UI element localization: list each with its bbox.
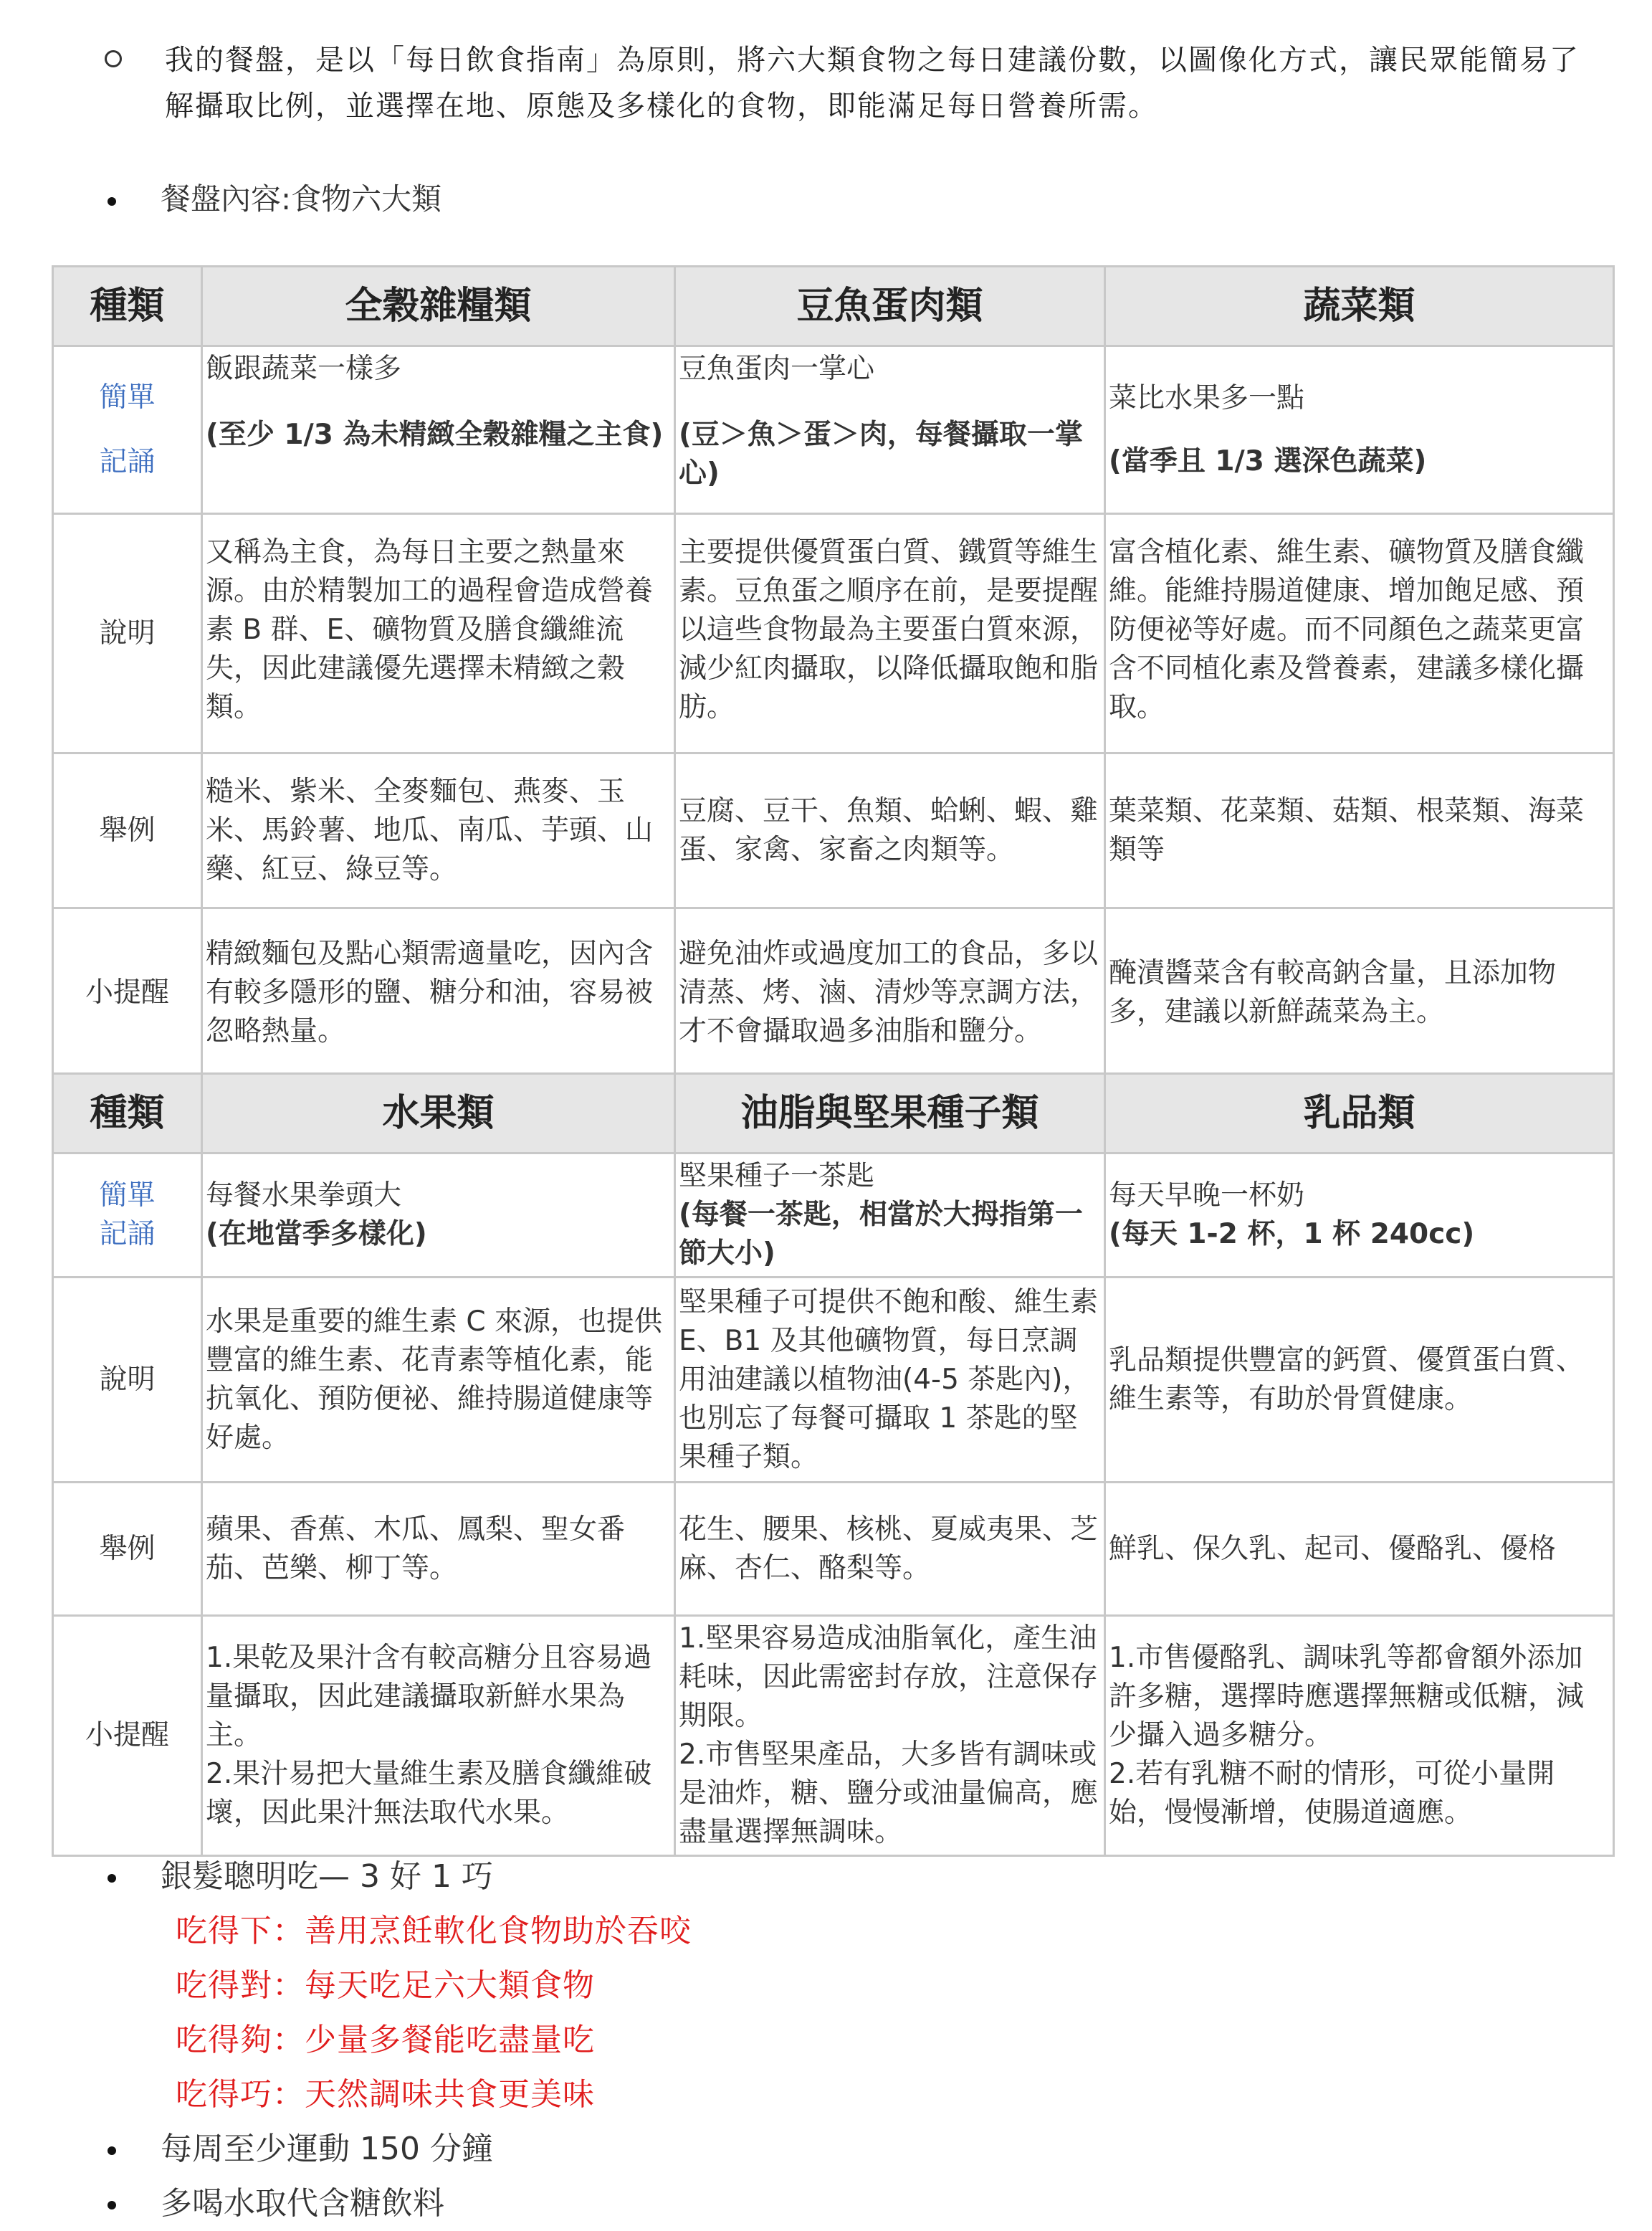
- row-label-motto-line1: 簡單: [99, 1179, 156, 1212]
- motto-note: (當季且 1/3 選深色蔬菜): [1109, 444, 1427, 477]
- tip-line: 吃得對：每天吃足六大類食物: [176, 1967, 595, 2004]
- intro-text: 我的餐盤，是以「每日飲食指南」為原則，將六大類食物之每日建議份數，以圖像化方式，讓民眾能簡易了解攝取比例，並選擇在地、原態及多樣化的食物，即能滿足每日營養所需。: [165, 44, 1580, 123]
- exercise-bullet: [108, 2122, 692, 2177]
- header-grains: 全穀雜糧類: [202, 267, 675, 346]
- explain-vegetables: 富含植化素、維生素、礦物質及膳食纖維。能維持腸道健康、增加飽足感、預防便祕等好處。而不同顏色之蔬菜更富含不同植化素及營養素，建議多樣化攝取。: [1105, 514, 1614, 753]
- header-oils-nuts: 油脂與堅果種子類: [675, 1074, 1105, 1153]
- bullet-dot-icon: [108, 197, 116, 206]
- tip-item: 1.堅果容易造成油脂氧化，產生油耗味，因此需密封存放，注意保存期限。: [679, 1622, 1099, 1732]
- table-row-explain: [53, 1278, 1614, 1483]
- motto-note: (豆＞魚＞蛋＞肉，每餐攝取一掌心): [679, 419, 1083, 490]
- tip-fruits: [202, 1616, 675, 1856]
- motto-fruits: [202, 1153, 675, 1278]
- example-dairy: 鮮乳、保久乳、起司、優酪乳、優格: [1105, 1483, 1614, 1616]
- table-header-row: [53, 267, 1614, 346]
- table-header-row: [53, 1074, 1614, 1153]
- motto-oils-nuts: [675, 1153, 1105, 1278]
- motto-line: 菜比水果多一點: [1109, 381, 1305, 414]
- header-category: 種類: [53, 1074, 202, 1153]
- table-row-motto: [53, 1153, 1614, 1278]
- tip-protein: 避免油炸或過度加工的食品，多以清蒸、烤、滷、清炒等烹調方法，才不會攝取過多油脂和鹽分。: [675, 908, 1105, 1078]
- water-text: 多喝水取代含糖飲料: [161, 2185, 444, 2222]
- motto-line: 每餐水果拳頭大: [206, 1179, 402, 1212]
- tips-heading: [108, 1850, 692, 1904]
- tip-oils-nuts: [675, 1616, 1105, 1856]
- header-protein: 豆魚蛋肉類: [675, 267, 1105, 346]
- motto-line: 堅果種子一茶匙: [679, 1160, 875, 1192]
- table-row-tip: [53, 1616, 1614, 1856]
- row-label-motto: [53, 346, 202, 514]
- motto-note: (每天 1-2 杯，1 杯 240cc): [1109, 1218, 1475, 1250]
- table-row-tip: [53, 908, 1614, 1078]
- row-label-example: 舉例: [53, 1483, 202, 1616]
- tip-line: 吃得下：善用烹飪軟化食物助於吞咬: [176, 1913, 692, 1949]
- motto-line: 飯跟蔬菜一樣多: [206, 353, 402, 385]
- intro-paragraph: [108, 37, 1605, 129]
- tip-vegetables: 醃漬醬菜含有較高鈉含量，且添加物多，建議以新鮮蔬菜為主。: [1105, 908, 1614, 1078]
- section-title: [108, 176, 441, 219]
- motto-grains: [202, 346, 675, 514]
- senior-eating-tips: [108, 1850, 692, 2231]
- example-grains: 糙米、紫米、全麥麵包、燕麥、玉米、馬鈴薯、地瓜、南瓜、芋頭、山藥、紅豆、綠豆等。: [202, 753, 675, 908]
- example-protein: 豆腐、豆干、魚類、蛤蜊、蝦、雞蛋、家禽、家畜之肉類等。: [675, 753, 1105, 908]
- explain-dairy: 乳品類提供豐富的鈣質、優質蛋白質、維生素等，有助於骨質健康。: [1105, 1278, 1614, 1483]
- motto-vegetables: [1105, 346, 1614, 514]
- bullet-dot-icon: [108, 2146, 116, 2155]
- row-label-motto-line1: 簡單: [99, 381, 156, 414]
- motto-dairy: [1105, 1153, 1614, 1278]
- example-vegetables: 葉菜類、花菜類、菇類、根菜類、海菜類等: [1105, 753, 1614, 908]
- motto-note: (至少 1/3 為未精緻全穀雜糧之主食): [206, 419, 664, 451]
- tips-heading-text: 銀髮聰明吃— 3 好 1 巧: [161, 1858, 493, 1895]
- exercise-text: 每周至少運動 150 分鐘: [161, 2131, 493, 2167]
- row-label-motto: [53, 1153, 202, 1278]
- header-vegetables: 蔬菜類: [1105, 267, 1614, 346]
- tip-item: 2.市售堅果產品，大多皆有調味或是油炸，糖、鹽分或油量偏高，應盡量選擇無調味。: [679, 1738, 1099, 1848]
- header-dairy: 乳品類: [1105, 1074, 1614, 1153]
- example-oils-nuts: 花生、腰果、核桃、夏威夷果、芝麻、杏仁、酪梨等。: [675, 1483, 1105, 1616]
- table-row-example: [53, 1483, 1614, 1616]
- food-groups-table-2: [52, 1072, 1615, 1857]
- tip-item: 1.果乾及果汁含有較高糖分且容易過量攝取，因此建議攝取新鮮水果為主。: [206, 1642, 652, 1751]
- row-label-motto-line2: 記誦: [99, 1218, 156, 1250]
- row-label-motto-line2: 記誦: [99, 445, 156, 478]
- tip-line: 吃得夠：少量多餐能吃盡量吃: [176, 2022, 595, 2058]
- tip-dairy: [1105, 1616, 1614, 1856]
- motto-line: 豆魚蛋肉一掌心: [679, 353, 875, 385]
- tip-line: 吃得巧：天然調味共食更美味: [176, 2076, 595, 2113]
- table-row-explain: [53, 514, 1614, 753]
- explain-oils-nuts: 堅果種子可提供不飽和酸、維生素 E、B1 及其他礦物質，每日烹調用油建議以植物油(4-5 茶匙內)，也別忘了每餐可攝取 1 茶匙的堅果種子類。: [675, 1278, 1105, 1483]
- row-label-explain: 說明: [53, 1278, 202, 1483]
- example-fruits: 蘋果、香蕉、木瓜、鳳梨、聖女番茄、芭樂、柳丁等。: [202, 1483, 675, 1616]
- table-row-motto: [53, 346, 1614, 514]
- hollow-circle-bullet-icon: [105, 50, 122, 67]
- row-label-tip: 小提醒: [53, 1616, 202, 1856]
- section-title-text: 餐盤內容:食物六大類: [161, 181, 442, 217]
- row-label-example: 舉例: [53, 753, 202, 908]
- header-category: 種類: [53, 267, 202, 346]
- explain-protein: 主要提供優質蛋白質、鐵質等維生素。豆魚蛋之順序在前，是要提醒以這些食物最為主要蛋白質來源，減少紅肉攝取，以降低攝取飽和脂肪。: [675, 514, 1105, 753]
- bullet-dot-icon: [108, 1874, 116, 1883]
- tip-item: 2.果汁易把大量維生素及膳食纖維破壞，因此果汁無法取代水果。: [206, 1758, 652, 1829]
- tip-grains: 精緻麵包及點心類需適量吃，因內含有較多隱形的鹽、糖分和油，容易被忽略熱量。: [202, 908, 675, 1078]
- motto-note: (每餐一茶匙，相當於大拇指第一節大小): [679, 1199, 1083, 1270]
- food-groups-table-1: [52, 265, 1615, 1078]
- bullet-dot-icon: [108, 2201, 116, 2209]
- explain-grains: 又稱為主食，為每日主要之熱量來源。由於精製加工的過程會造成營養素 B 群、E、礦物質及膳食纖維流失，因此建議優先選擇未精緻之穀類。: [202, 514, 675, 753]
- tip-item: 1.市售優酪乳、調味乳等都會額外添加許多糖，選擇時應選擇無糖或低糖，減少攝入過多糖分。: [1109, 1642, 1585, 1751]
- motto-protein: [675, 346, 1105, 514]
- motto-note: (在地當季多樣化): [206, 1218, 427, 1250]
- row-label-explain: 說明: [53, 514, 202, 753]
- row-label-tip: 小提醒: [53, 908, 202, 1078]
- tip-item: 2.若有乳糖不耐的情形，可從小量開始，慢慢漸增，使腸道適應。: [1109, 1758, 1555, 1829]
- water-bullet: [108, 2177, 692, 2231]
- table-row-example: [53, 753, 1614, 908]
- header-fruits: 水果類: [202, 1074, 675, 1153]
- explain-fruits: 水果是重要的維生素 C 來源，也提供豐富的維生素、花青素等植化素，能抗氧化、預防便祕、維持腸道健康等好處。: [202, 1278, 675, 1483]
- motto-line: 每天早晚一杯奶: [1109, 1179, 1305, 1212]
